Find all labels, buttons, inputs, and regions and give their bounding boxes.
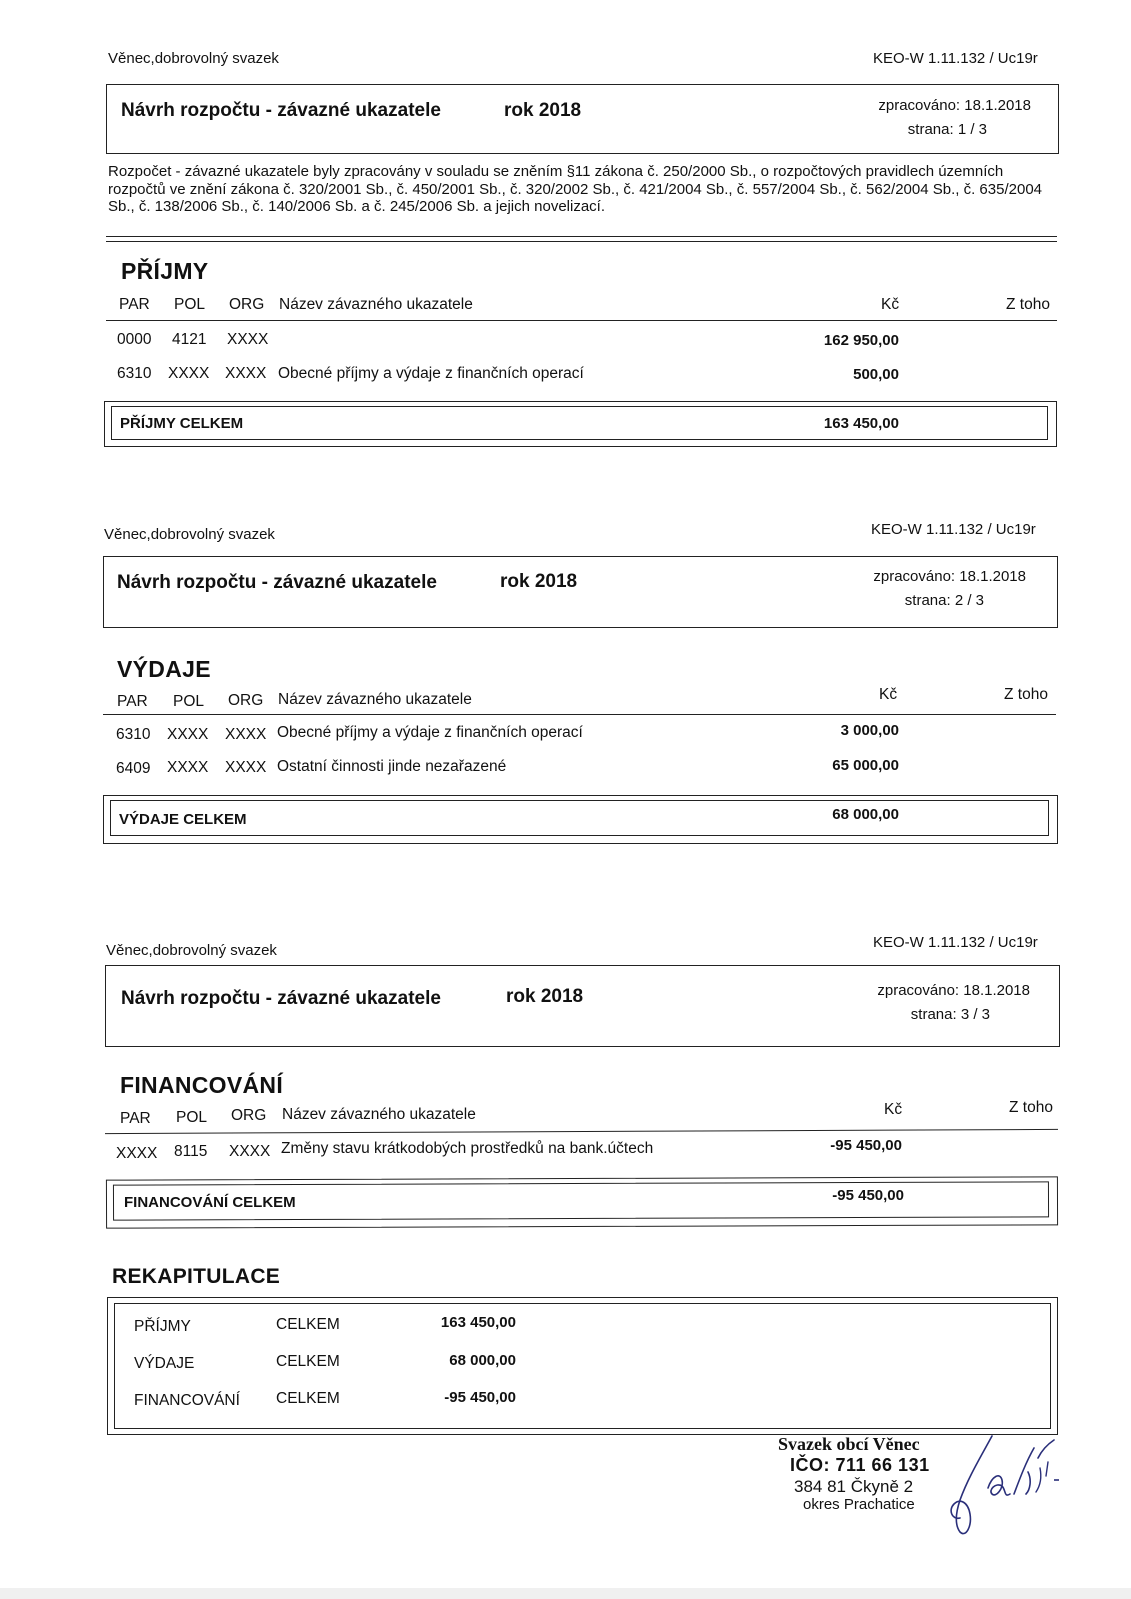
document-title: Návrh rozpočtu - závazné ukazatele <box>121 100 441 121</box>
budget-year: rok 2018 <box>506 986 584 1007</box>
row-name: Ostatní činnosti jinde nezařazené <box>277 758 507 775</box>
col-org: ORG <box>229 296 265 313</box>
budget-year: rok 2018 <box>504 100 582 121</box>
row-org: XXXX <box>227 331 269 348</box>
row-name: Obecné příjmy a výdaje z finančních operací <box>278 365 584 382</box>
scan-edge <box>0 1588 1131 1599</box>
row-amount: 3 000,00 <box>840 722 899 739</box>
total-label-financing: FINANCOVÁNÍ CELKEM <box>124 1194 296 1211</box>
row-par: 6409 <box>116 760 151 777</box>
document-code: KEO-W 1.11.132 / Uc19r <box>873 934 1038 951</box>
row-amount: 65 000,00 <box>832 757 899 774</box>
total-box-inner <box>110 800 1049 836</box>
total-label-income: PŘÍJMY CELKEM <box>120 415 244 432</box>
row-pol: XXXX <box>167 759 209 776</box>
signature-image <box>930 1428 1070 1540</box>
row-pol: XXXX <box>168 365 210 382</box>
col-kc: Kč <box>879 686 898 703</box>
row-pol: XXXX <box>167 726 209 743</box>
page-number <box>797 121 987 138</box>
page-number <box>796 1006 990 1023</box>
row-name: Obecné příjmy a výdaje z finančních operací <box>277 724 583 741</box>
processed-label: zpracováno: <box>873 568 956 585</box>
divider-line <box>106 241 1057 242</box>
header-rule <box>105 1129 1058 1134</box>
recap-total-word: CELKEM <box>276 1353 340 1370</box>
row-par: 0000 <box>117 331 152 348</box>
row-org: XXXX <box>225 759 267 776</box>
recap-label: FINANCOVÁNÍ <box>134 1392 240 1409</box>
col-par: PAR <box>119 296 150 313</box>
recap-total-word: CELKEM <box>276 1390 340 1407</box>
section-title-expenses: VÝDAJE <box>117 656 211 682</box>
stamp-ico: IČO: 711 66 131 <box>790 1455 930 1475</box>
page-value: 2 / 3 <box>954 592 984 609</box>
row-name: Změny stavu krátkodobých prostředků na bank.účtech <box>281 1140 654 1157</box>
page-header-box <box>106 84 1059 154</box>
col-pol: POL <box>173 693 205 710</box>
total-amount-expenses: 68 000,00 <box>832 806 899 823</box>
divider-line <box>106 236 1057 237</box>
recap-box <box>107 1297 1058 1435</box>
organization-name: Věnec,dobrovolný svazek <box>106 942 277 959</box>
page-value: 1 / 3 <box>957 121 987 138</box>
col-pol: POL <box>174 296 206 313</box>
row-par: 6310 <box>117 365 152 382</box>
processed-value: 18.1.2018 <box>963 982 1030 999</box>
stamp-org-name: Svazek obcí Věnec <box>778 1434 920 1454</box>
page-number <box>794 592 984 609</box>
page-label: strana: <box>904 592 951 609</box>
row-amount: 500,00 <box>853 366 899 383</box>
intro-text: Rozpočet - závazné ukazatele byly zpracovány v souladu se zněním §11 zákona č. 250/2000 Sb., o rozpočtových pravidlech územních rozpočtů ve znění zákona č. 320/2001 Sb., č. 450/2001 Sb., č. 320/2002 Sb., č. 421/2004 Sb., č. 557/2004 Sb., č. 562/2004 Sb., č. 635/2004 Sb., č. 138/2006 Sb., č. 140/2006 Sb. a č. 245/2006 Sb. a jejich novelizací. <box>108 163 1042 215</box>
row-org: XXXX <box>225 726 267 743</box>
row-par: XXXX <box>116 1145 158 1162</box>
processed-label: zpracováno: <box>877 982 960 999</box>
document-code: KEO-W 1.11.132 / Uc19r <box>871 521 1036 538</box>
recap-amount: 163 450,00 <box>440 1314 516 1331</box>
page-header-box <box>103 556 1058 628</box>
col-kc: Kč <box>884 1101 903 1118</box>
recap-amount: 68 000,00 <box>449 1352 516 1369</box>
col-org: ORG <box>228 692 264 709</box>
page-value: 3 / 3 <box>960 1006 990 1023</box>
section-title-income: PŘÍJMY <box>121 258 209 284</box>
row-amount: 162 950,00 <box>823 332 899 349</box>
col-name: Název závazného ukazatele <box>278 691 472 708</box>
row-org: XXXX <box>229 1143 271 1160</box>
col-name: Název závazného ukazatele <box>279 296 473 313</box>
col-par: PAR <box>120 1110 151 1127</box>
recap-total-word: CELKEM <box>276 1316 340 1333</box>
row-org: XXXX <box>225 365 267 382</box>
col-par: PAR <box>117 693 148 710</box>
recap-box-inner <box>114 1303 1051 1429</box>
row-amount: -95 450,00 <box>830 1137 902 1154</box>
budget-year: rok 2018 <box>500 571 578 592</box>
page-header-box <box>105 965 1060 1047</box>
recap-title: REKAPITULACE <box>112 1265 281 1288</box>
stamp-district: okres Prachatice <box>803 1496 915 1513</box>
col-ztoho: Z toho <box>1004 686 1048 703</box>
document-title: Návrh rozpočtu - závazné ukazatele <box>117 572 437 593</box>
col-name: Název závazného ukazatele <box>282 1106 476 1123</box>
page-label: strana: <box>910 1006 957 1023</box>
section-title-financing: FINANCOVÁNÍ <box>120 1072 284 1098</box>
row-pol: 4121 <box>172 331 207 348</box>
processed-value: 18.1.2018 <box>964 97 1031 114</box>
processed-value: 18.1.2018 <box>959 568 1026 585</box>
processed-label: zpracováno: <box>878 97 961 114</box>
organization-name: Věnec,dobrovolný svazek <box>104 526 275 543</box>
document-title: Návrh rozpočtu - závazné ukazatele <box>121 988 441 1009</box>
total-label-expenses: VÝDAJE CELKEM <box>119 811 247 828</box>
col-ztoho: Z toho <box>1009 1099 1053 1116</box>
stamp-address: 384 81 Čkyně 2 <box>794 1477 914 1496</box>
processed-date <box>797 97 1031 114</box>
row-pol: 8115 <box>174 1143 208 1160</box>
organization-name: Věnec,dobrovolný svazek <box>108 50 279 67</box>
processed-date <box>794 568 1026 585</box>
recap-amount: -95 450,00 <box>444 1389 516 1406</box>
page-label: strana: <box>907 121 954 138</box>
col-ztoho: Z toho <box>1006 296 1050 313</box>
total-box-inner <box>111 406 1048 440</box>
row-par: 6310 <box>116 726 151 743</box>
processed-date <box>796 982 1030 999</box>
col-pol: POL <box>176 1109 208 1126</box>
header-rule <box>103 714 1056 715</box>
total-amount-financing: -95 450,00 <box>832 1187 904 1204</box>
header-rule <box>106 320 1057 321</box>
col-kc: Kč <box>881 296 900 313</box>
document-code: KEO-W 1.11.132 / Uc19r <box>873 50 1038 67</box>
recap-label: PŘÍJMY <box>134 1318 191 1335</box>
col-org: ORG <box>231 1107 267 1124</box>
recap-label: VÝDAJE <box>134 1355 195 1372</box>
total-amount-income: 163 450,00 <box>823 415 899 432</box>
